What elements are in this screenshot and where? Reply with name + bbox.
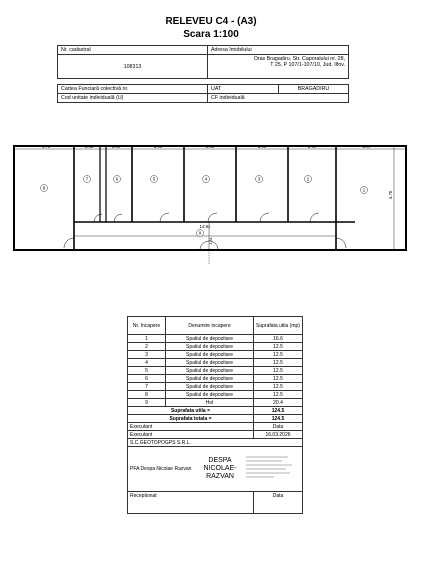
room-number: 4: [204, 176, 208, 182]
table-row: [128, 335, 303, 343]
room-area-cell: 20.4: [254, 399, 303, 407]
outer-wall: [14, 146, 406, 250]
table-row: [128, 375, 303, 383]
dim-label: 1.42: [84, 144, 94, 149]
suprafata-totala-label: Suprafata totala =: [128, 415, 254, 423]
table-row: [128, 351, 303, 359]
adresa-line-2: T 25, P 107/1-107/10, Jud. Ilfov.: [270, 62, 345, 69]
receptionat-label: Receptionat: [128, 492, 254, 514]
cadastral-info-table: [57, 45, 349, 103]
room-nr-cell: 5: [128, 367, 166, 375]
room-number: 7: [85, 176, 89, 182]
signature-cell: [128, 447, 303, 492]
room-area-cell: 12.5: [254, 343, 303, 351]
table-row: [128, 343, 303, 351]
nr-cadastral-label: Nr. cadastral: [58, 46, 208, 55]
table-row: [128, 359, 303, 367]
table-row: [128, 383, 303, 391]
door-arc: [160, 213, 169, 222]
room-area-cell: 16.6: [254, 335, 303, 343]
cod-unitate-label: Cod unitate individuală (U): [58, 94, 208, 103]
suprafata-utila-label: Suprafata utila =: [128, 407, 254, 415]
carte-funciara-label: Cartea Funciară colectivă nr.: [58, 85, 208, 94]
door-arc: [336, 238, 346, 248]
suprafata-totala-value: 124.5: [254, 415, 303, 423]
room-area-cell: 12.5: [254, 351, 303, 359]
col-header-area: Suprafata utila (mp): [254, 317, 303, 335]
col-header-nr: Nr. Incapere: [128, 317, 166, 335]
room-nr-cell: 8: [128, 391, 166, 399]
uat-label: UAT: [211, 86, 222, 93]
uat-cell: [208, 85, 349, 94]
hall-number: 9: [198, 230, 202, 236]
dim-label: 2.90: [307, 144, 317, 149]
door-arc: [94, 214, 102, 222]
room-name-cell: Spatiul de depozitare: [166, 367, 254, 375]
suprafata-utila-value: 124.5: [254, 407, 303, 415]
data-label: Data: [254, 492, 303, 514]
date-value: 16.03.2026: [254, 431, 303, 439]
table-row: [128, 367, 303, 375]
room-number: 3: [257, 176, 261, 182]
room-name-cell: Spatiul de depozitare: [166, 383, 254, 391]
table-row: [128, 399, 303, 407]
pfa-name: PFA Despa Nicolae Razvan: [130, 466, 192, 472]
hall-length-label: 14.91: [199, 224, 211, 229]
floor-plan-drawing: [10, 140, 412, 270]
signature-name: [196, 457, 244, 481]
room-nr-cell: 7: [128, 383, 166, 391]
signature-line: RAZVAN: [206, 473, 234, 481]
adresa-line-1: Oras Bragadiru, Str. Caporalului nr. 28,: [253, 56, 345, 63]
rooms-table: [127, 316, 303, 514]
room-name-cell: Hol: [166, 399, 254, 407]
document-scale: Scara 1:100: [183, 29, 239, 40]
executant-label: Executant: [128, 423, 254, 431]
room-area-cell: 12.5: [254, 367, 303, 375]
room-name-cell: Spatiul de depozitare: [166, 351, 254, 359]
room-area-cell: 12.5: [254, 391, 303, 399]
room-name-cell: Spatiul de depozitare: [166, 335, 254, 343]
nr-cadastral-value: 108313: [58, 55, 208, 79]
room-name-cell: Spatiul de depozitare: [166, 359, 254, 367]
room-nr-cell: 1: [128, 335, 166, 343]
dim-label: 2.90: [205, 144, 215, 149]
data-label: Data: [254, 423, 303, 431]
room-nr-cell: 6: [128, 375, 166, 383]
door-arc: [114, 214, 122, 222]
signature-line: DESPA: [208, 456, 232, 464]
dim-label: 4.70: [388, 190, 393, 200]
room-number: 6: [115, 176, 119, 182]
room-rows: [128, 335, 303, 407]
room-number: 8: [42, 185, 46, 191]
room-nr-cell: 3: [128, 351, 166, 359]
document-title: RELEVEU C4 - (A3): [165, 16, 257, 27]
door-arc: [310, 213, 319, 222]
dim-label: 1.40: [111, 144, 121, 149]
col-header-name: Denumire incapere: [166, 317, 254, 335]
room-area-cell: 12.5: [254, 375, 303, 383]
hall-width-label: 1.31: [208, 237, 213, 245]
door-arc: [260, 213, 269, 222]
room-number: 2: [306, 176, 310, 182]
signature-line: NICOLAE-: [203, 464, 237, 472]
dim-label: 2.90: [153, 144, 163, 149]
company-name: S.C.GEOTOPOGPS S.R.L.: [128, 439, 303, 447]
dim-label: 2.87: [362, 144, 372, 149]
room-number: 5: [152, 176, 156, 182]
room-area-cell: 12.5: [254, 383, 303, 391]
door-arc: [208, 213, 217, 222]
adresa-value: [208, 55, 349, 79]
dim-label: 3.79: [41, 144, 51, 149]
room-nr-cell: 4: [128, 359, 166, 367]
room-number: 1: [362, 187, 366, 193]
room-area-cell: 12.5: [254, 359, 303, 367]
room-name-cell: Spatiul de depozitare: [166, 375, 254, 383]
adresa-label: Adresa Imobilului: [208, 46, 349, 55]
digital-signature-stamp: [244, 453, 298, 485]
room-name-cell: Spatiul de depozitare: [166, 343, 254, 351]
dim-label: 2.90: [257, 144, 267, 149]
room-nr-cell: 2: [128, 343, 166, 351]
cf-individuala-label: CF individuală: [208, 94, 349, 103]
table-row: [128, 391, 303, 399]
executant-label: Executant: [128, 431, 254, 439]
door-arc: [64, 238, 74, 248]
room-name-cell: Spatiul de depozitare: [166, 391, 254, 399]
uat-value: BRAGADIRU: [278, 85, 348, 93]
room-nr-cell: 9: [128, 399, 166, 407]
